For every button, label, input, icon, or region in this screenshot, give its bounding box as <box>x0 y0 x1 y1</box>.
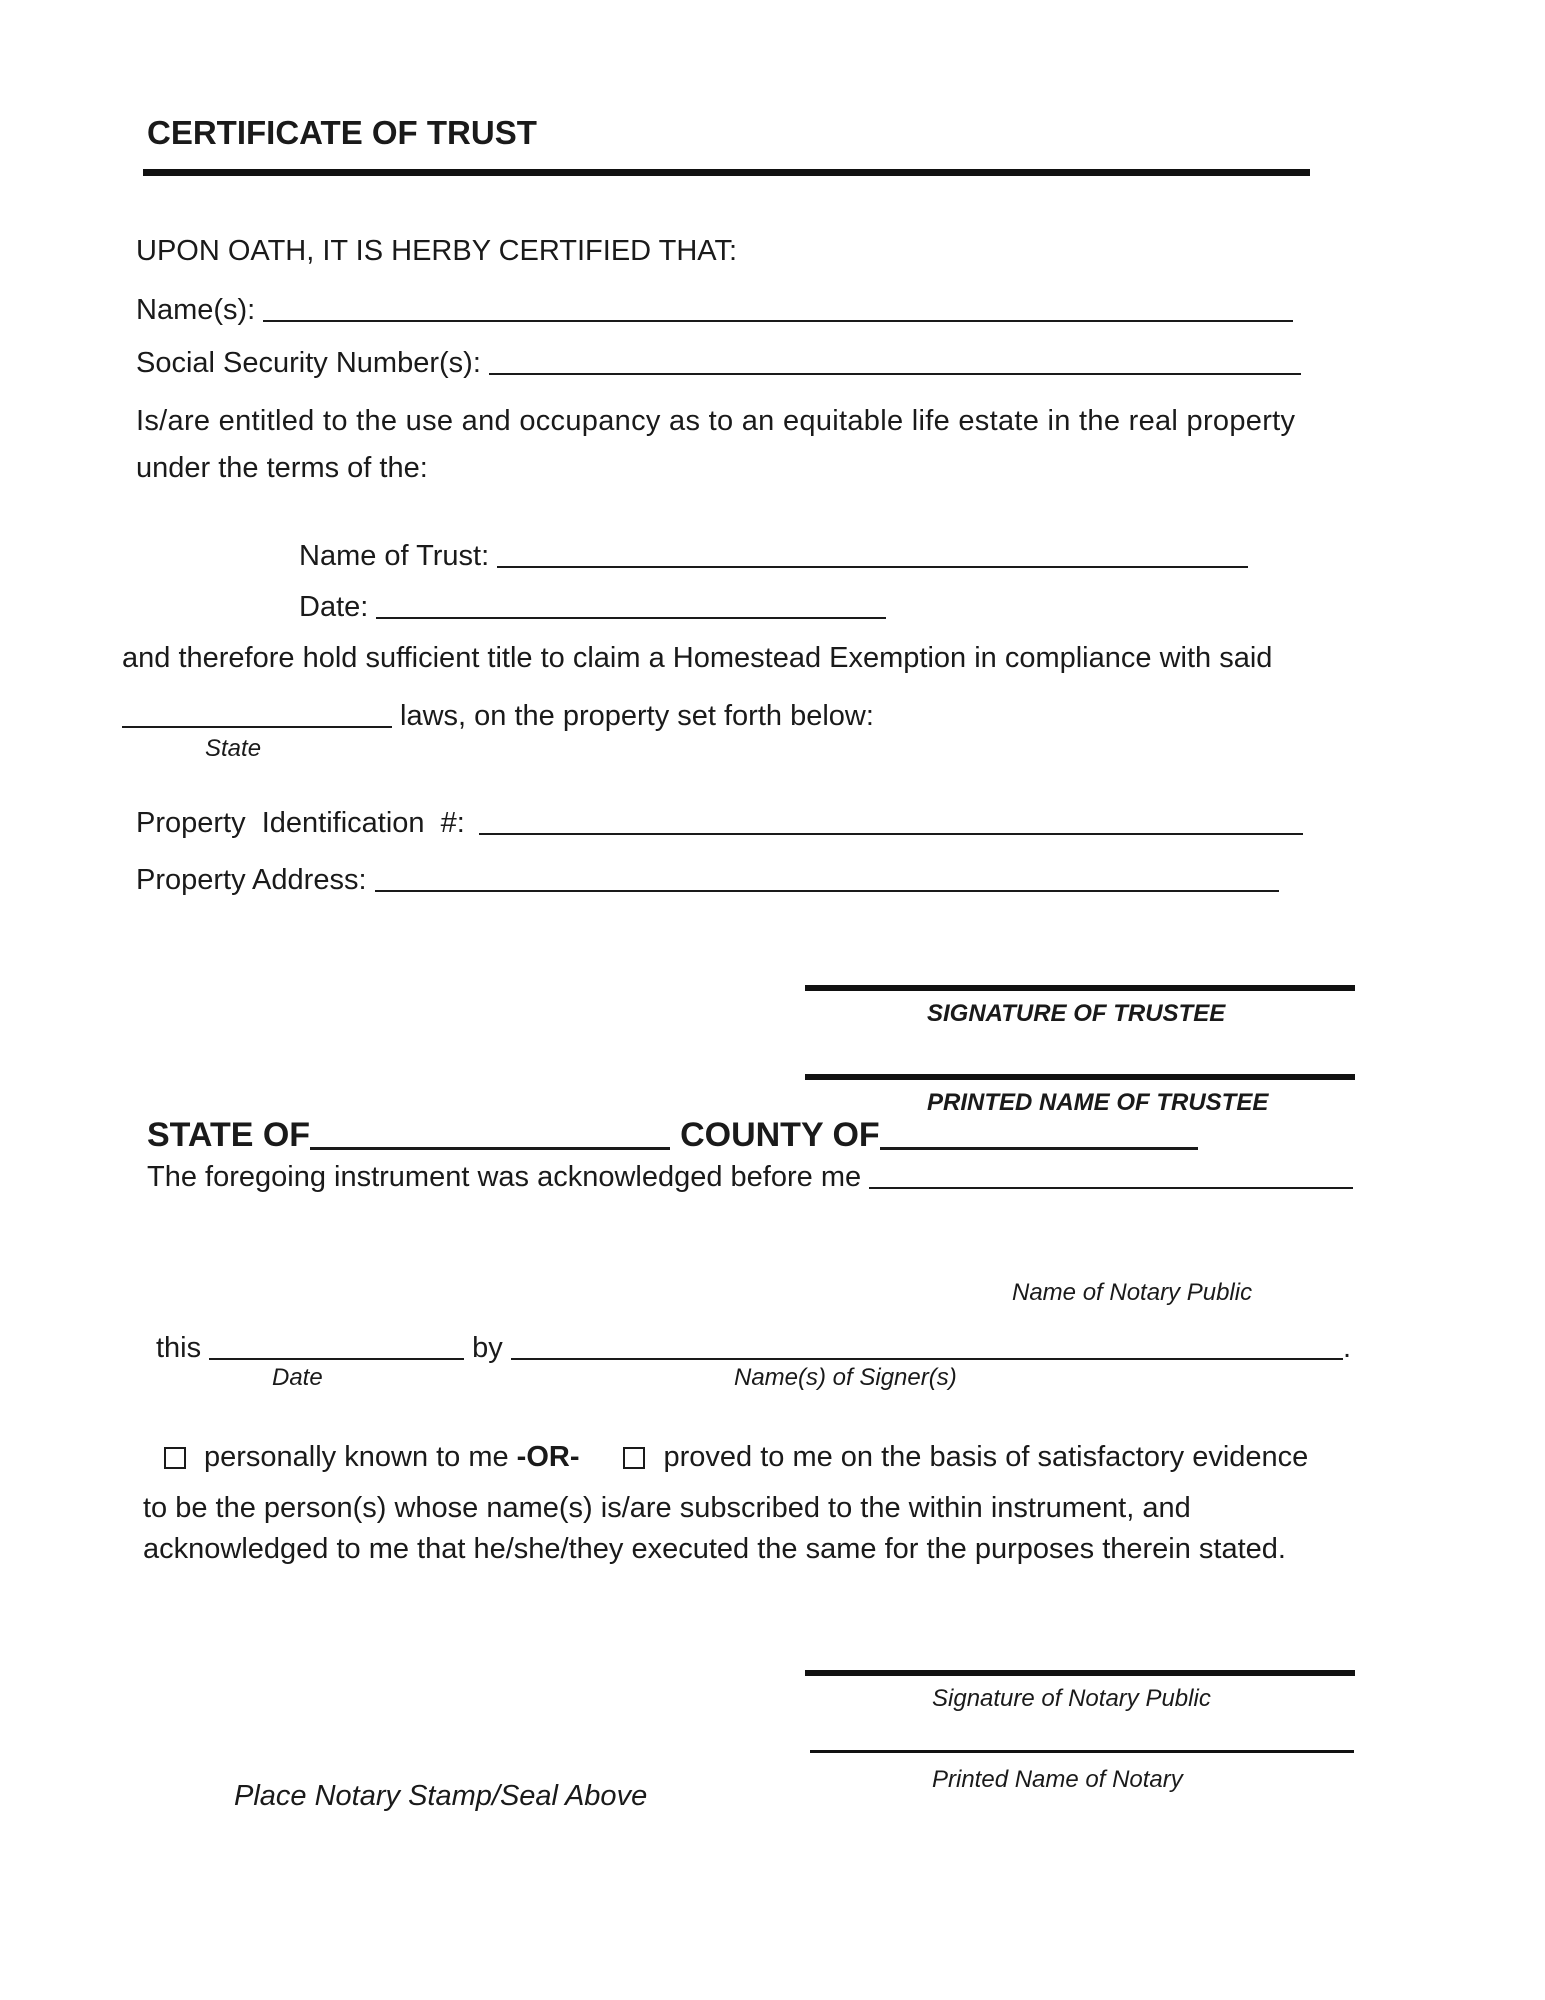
notary-signature-line[interactable] <box>805 1670 1355 1676</box>
ssn-field[interactable] <box>136 349 1301 378</box>
proved-text: proved to me on the basis of satisfactory evidence <box>663 1441 1309 1473</box>
notary-name-line[interactable] <box>869 1187 1353 1189</box>
state-line[interactable] <box>122 726 392 728</box>
this-by-field[interactable] <box>156 1334 1351 1363</box>
trust-name-field[interactable] <box>299 542 1248 571</box>
homestead-line: and therefore hold sufficient title to claim a Homestead Exemption in compliance with said <box>122 642 1273 674</box>
signers-line[interactable] <box>511 1358 1343 1360</box>
ssn-line[interactable] <box>489 373 1301 375</box>
or-text: -OR- <box>516 1441 580 1473</box>
property-id-field[interactable] <box>136 809 1303 838</box>
printed-name-of-trustee-caption: PRINTED NAME OF TRUSTEE <box>927 1089 1269 1116</box>
property-address-line[interactable] <box>375 890 1280 892</box>
entitled-line-1: Is/are entitled to the use and occupancy as to an equitable life estate in the real property <box>136 405 1296 437</box>
names-label: Name(s): <box>136 294 256 326</box>
names-field[interactable] <box>136 296 1293 325</box>
laws-text: laws, on the property set forth below: <box>400 700 874 732</box>
trustee-printed-name-line[interactable] <box>805 1074 1355 1080</box>
subscribed-line-1: to be the person(s) whose name(s) is/are subscribed to the within instrument, and <box>143 1492 1191 1524</box>
state-caption: State <box>205 735 262 762</box>
date-caption: Date <box>272 1364 323 1391</box>
name-of-notary-caption: Name of Notary Public <box>1012 1279 1253 1306</box>
oath-statement: UPON OATH, IT IS HERBY CERTIFIED THAT: <box>136 235 738 267</box>
state-of-line[interactable] <box>310 1147 670 1150</box>
trust-date-line[interactable] <box>376 617 886 619</box>
property-id-label: Property Identification #: <box>136 807 465 839</box>
property-address-label: Property Address: <box>136 864 367 896</box>
by-text: by <box>472 1332 503 1364</box>
county-of-line[interactable] <box>880 1147 1198 1150</box>
personally-known-checkbox[interactable] <box>164 1447 186 1469</box>
subscribed-line-2: acknowledged to me that he/she/they executed the same for the purposes therein stated. <box>143 1533 1286 1565</box>
identification-options <box>164 1443 1308 1472</box>
personally-known-text: personally known to me <box>204 1441 509 1473</box>
trust-name-line[interactable] <box>497 566 1248 568</box>
trust-date-label: Date: <box>299 591 369 623</box>
state-county-heading <box>147 1118 1198 1152</box>
title-rule <box>143 169 1310 176</box>
period: . <box>1342 1332 1351 1364</box>
signers-caption: Name(s) of Signer(s) <box>734 1364 957 1391</box>
property-address-field[interactable] <box>136 866 1279 895</box>
proved-evidence-checkbox[interactable] <box>623 1447 645 1469</box>
state-laws-field[interactable] <box>122 702 892 731</box>
signature-of-notary-caption: Signature of Notary Public <box>932 1685 1211 1712</box>
state-of-label: STATE OF <box>147 1116 311 1154</box>
trust-date-field[interactable] <box>299 593 886 622</box>
document-title: CERTIFICATE OF TRUST <box>147 114 537 151</box>
foregoing-text: The foregoing instrument was acknowledged before me <box>147 1161 862 1193</box>
signature-of-trustee-caption: SIGNATURE OF TRUSTEE <box>927 1000 1226 1027</box>
ssn-label: Social Security Number(s): <box>136 347 481 379</box>
notary-printed-name-line[interactable] <box>810 1750 1354 1753</box>
entitled-line-2: under the terms of the: <box>136 452 428 484</box>
names-line[interactable] <box>263 320 1293 322</box>
foregoing-field[interactable] <box>147 1163 1353 1192</box>
printed-name-of-notary-caption: Printed Name of Notary <box>932 1766 1183 1793</box>
trustee-signature-line[interactable] <box>805 985 1355 991</box>
this-text: this <box>156 1332 202 1364</box>
property-id-line[interactable] <box>479 833 1303 835</box>
county-of-label: COUNTY OF <box>680 1116 880 1154</box>
date-line[interactable] <box>209 1358 464 1360</box>
trust-name-label: Name of Trust: <box>299 540 490 572</box>
notary-stamp-placeholder: Place Notary Stamp/Seal Above <box>234 1780 648 1812</box>
